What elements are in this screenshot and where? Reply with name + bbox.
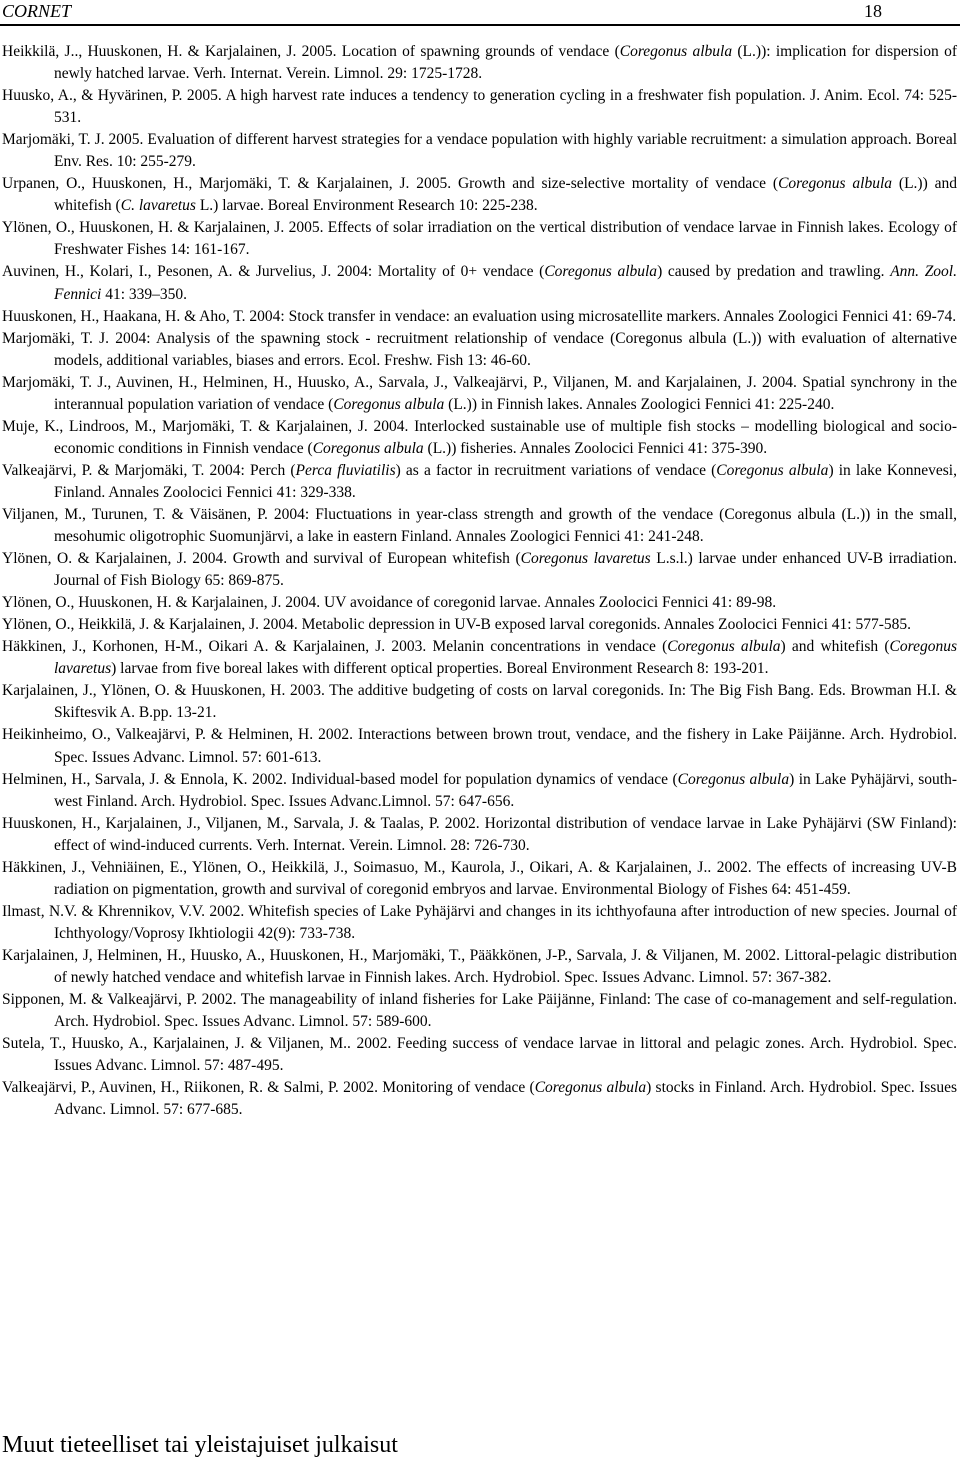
reference-text: Sipponen, M. & Valkeajärvi, P. 2002. The manageability of inland fisheries for Lake Päijänne, Finland: The case of co-management and self-regulation. Arch. Hydrobiol. Spec. Issues Advanc. Limnol. 57: 589-600.	[2, 991, 957, 1031]
reference-entry	[2, 1033, 957, 1077]
reference-text: Ilmast, N.V. & Khrennikov, V.V. 2002. Whitefish species of Lake Pyhäjärvi and changes in its ichthyofauna after introduction of new species. Journal of Ichthyology/Voprosy Ikhtiologii 42(9): 733-738.	[2, 902, 957, 942]
reference-text: ) stocks in Finland. Arch. Hydrobiol. Spec. Issues Advanc. Limnol. 57: 677-685.	[54, 1079, 957, 1119]
reference-italic-text: Coregonus albula	[312, 439, 424, 457]
reference-text: Häkkinen, J., Vehniäinen, E., Ylönen, O., Heikkilä, J., Soimasuo, M., Kaurola, J., Oikari, A. & Karjalainen, J.. 2002. The effects of increasing UV-B radiation on pigmentation, growth and survival of coregonid embryos and larvae. Environmental Biology of Fishes 64: 451-459.	[2, 858, 957, 898]
reference-entry	[2, 724, 957, 768]
reference-text: Urpanen, O., Huuskonen, H., Marjomäki, T. & Karjalainen, J. 2005. Growth and size-selective mortality of vendace (	[2, 175, 779, 193]
reference-text: Ylönen, O. & Karjalainen, J. 2004. Growth and survival of European whitefish (	[2, 550, 521, 568]
reference-entry	[2, 306, 957, 328]
reference-entry	[2, 769, 957, 813]
reference-text: Marjomäki, T. J., Auvinen, H., Helminen, H., Huusko, A., Sarvala, J., Valkeajärvi, P., Viljanen, M. and Karjalainen, J. 2004. Spatial synchrony in the interannual population variation of vendace (	[2, 373, 957, 413]
reference-text: Sutela, T., Huusko, A., Karjalainen, J. & Viljanen, M.. 2002. Feeding success of vendace larvae in littoral and pelagic zones. Arch. Hydrobiol. Spec. Issues Advanc. Limnol. 57: 487-495.	[2, 1035, 957, 1075]
reference-entry	[2, 548, 957, 592]
reference-text: Ylönen, O., Huuskonen, H. & Karjalainen, J. 2005. Effects of solar irradiation on the vertical distribution of vendace larvae in Finnish lakes. Ecology of Freshwater Fishes 14: 161-167.	[2, 219, 957, 259]
reference-entry	[2, 460, 957, 504]
reference-entry	[2, 945, 957, 989]
page-header	[0, 0, 960, 26]
reference-italic-text: Coregonus albula	[667, 638, 781, 656]
reference-entry	[2, 504, 957, 548]
reference-text: Marjomäki, T. J. 2004: Analysis of the spawning stock - recruitment relationship of vendace (Coregonus albula (L.)) with evaluation of alternative models, additional variables, biases and errors. Ecol. Freshw. Fish 13: 46-60.	[2, 329, 957, 369]
page-number: 18	[864, 1, 882, 21]
reference-entry	[2, 217, 957, 261]
reference-italic-text: Coregonus albula	[619, 43, 733, 60]
reference-text: L.) larvae. Boreal Environment Research 10: 225-238.	[195, 197, 538, 215]
reference-text: (L.)) fisheries. Annales Zoolocici Fennici 41: 375-390.	[423, 439, 768, 457]
reference-text: Viljanen, M., Turunen, T. & Väisänen, P. 2004: Fluctuations in year-class strength and growth of the vendace (Coregonus albula (L.)) in the small, mesohumic oligotrophic Suomunjärvi, a lake in eastern Finland. Annales Zoologici Fennici 41: 241-248.	[2, 505, 957, 546]
reference-entry	[2, 901, 957, 945]
reference-text: Auvinen, H., Kolari, I., Pesonen, A. & Jurvelius, J. 2004: Mortality of 0+ vendace (	[2, 263, 545, 281]
reference-text: ) and whitefish (	[780, 638, 890, 656]
reference-text: L.s.l.) larvae under enhanced UV-B irradiation. Journal of Fish Biology 65: 869-875.	[54, 550, 957, 590]
reference-text: Marjomäki, T. J. 2005. Evaluation of different harvest strategies for a vendace population with highly variable recruitment: a simulation approach. Boreal Env. Res. 10: 255-279.	[2, 131, 957, 171]
reference-italic-text: Coregonus albula	[778, 175, 893, 193]
reference-entry	[2, 1077, 957, 1121]
reference-text: (L.)) and whitefish (	[54, 175, 957, 215]
reference-italic-text: C. lavaretus	[120, 197, 196, 215]
reference-italic-text: Fennici	[54, 285, 102, 303]
reference-italic-text: Coregonus albula	[716, 461, 829, 479]
reference-text: Ylönen, O., Heikkilä, J. & Karjalainen, J. 2004. Metabolic depression in UV-B exposed larval coregonids. Annales Zoolocici Fennici 41: 577-585.	[2, 616, 912, 634]
reference-italic-text: Coregonus albula	[534, 1079, 647, 1097]
reference-entry	[2, 636, 957, 680]
reference-text: (L.)): implication for dispersion of newly hatched larvae. Verh. Internat. Verein. Limnol. 29: 1725-1728.	[54, 43, 957, 83]
reference-entry	[2, 173, 957, 217]
reference-text: Ylönen, O., Huuskonen, H. & Karjalainen, J. 2004. UV avoidance of coregonid larvae. Annales Zoolocici Fennici 41: 89-98.	[2, 594, 777, 612]
reference-italic-text: Perca fluviatilis	[295, 461, 396, 479]
reference-list	[2, 41, 957, 1121]
reference-text: Heikkilä, J.., Huuskonen, H. & Karjalainen, J. 2005. Location of spawning grounds of vendace (	[2, 43, 620, 60]
reference-entry	[2, 614, 957, 636]
reference-entry	[2, 129, 957, 173]
reference-text: Huuskonen, H., Haakana, H. & Aho, T. 2004: Stock transfer in vendace: an evaluation using microsatellite markers. Annales Zoologici Fennici 41: 69-74.	[2, 307, 957, 325]
reference-entry	[2, 989, 957, 1033]
reference-entry	[2, 328, 957, 372]
reference-entry	[2, 41, 957, 85]
running-title: CORNET	[2, 1, 72, 21]
reference-italic-text: Coregonus albula	[333, 395, 445, 413]
reference-text: ) as a factor in recruitment variations of vendace (	[395, 461, 717, 479]
reference-text: Huuskonen, H., Karjalainen, J., Viljanen, M., Sarvala, J. & Taalas, P. 2002. Horizontal distribution of vendace larvae in Lake Pyhäjärvi (SW Finland): effect of wind-induced currents. Verh. Internat. Verein. Limnol. 28: 726-730.	[2, 814, 957, 854]
reference-text: Heikinheimo, O., Valkeajärvi, P. & Helminen, H. 2002. Interactions between brown trout, vendace, and the fishery in Lake Päijänne. Arch. Hydrobiol. Spec. Issues Advanc. Limnol. 57: 601-613.	[2, 726, 957, 766]
reference-text: Karjalainen, J, Helminen, H., Huusko, A., Huuskonen, H., Marjomäki, T., Pääkkönen, J-P., Sarvala, J. & Viljanen, M. 2002. Littoral-pelagic distribution of newly hatched vendace and whitefish larvae in Finnish lakes. Arch. Hydrobiol. Spec. Issues Advanc. Limnol. 57: 367-382.	[2, 946, 957, 986]
reference-entry	[2, 416, 957, 460]
reference-text: Valkeajärvi, P., Auvinen, H., Riikonen, R. & Salmi, P. 2002. Monitoring of vendace (	[2, 1079, 535, 1097]
reference-text: ) caused by predation and trawling.	[657, 263, 891, 281]
reference-text: Karjalainen, J., Ylönen, O. & Huuskonen, H. 2003. The additive budgeting of costs on larval coregonids. In: The Big Fish Bang. Eds. Browman H.I. & Skiftesvik A. B.pp. 13-21.	[2, 682, 957, 722]
reference-text: Helminen, H., Sarvala, J. & Ennola, K. 2002. Individual-based model for population dynamics of vendace (	[2, 770, 678, 788]
reference-text: 41: 339–350.	[101, 285, 188, 303]
reference-text: Häkkinen, J., Korhonen, H-M., Oikari A. & Karjalainen, J. 2003. Melanin concentrations in vendace (	[2, 638, 668, 656]
reference-text: ) in Lake Pyhäjärvi, south-west Finland. Arch. Hydrobiol. Spec. Issues Advanc.Limnol. 57: 647-656.	[54, 770, 957, 810]
reference-entry	[2, 592, 957, 614]
reference-text: Valkeajärvi, P. & Marjomäki, T. 2004: Perch (	[2, 461, 296, 479]
reference-text: Muje, K., Lindroos, M., Marjomäki, T. & Karjalainen, J. 2004. Interlocked sustainable use of multiple fish stocks – modelling biological and socio-economic conditions in Finnish vendace (	[2, 417, 957, 457]
section-heading: Muut tieteelliset tai yleistajuiset julkaisut	[2, 1432, 398, 1458]
reference-text: Huusko, A., & Hyvärinen, P. 2005. A high harvest rate induces a tendency to generation cycling in a freshwater fish population. J. Anim. Ecol. 74: 525-531.	[2, 87, 957, 127]
reference-text: ) larvae from five boreal lakes with different optical properties. Boreal Environment Research 8: 193-201.	[111, 660, 769, 678]
reference-entry	[2, 813, 957, 857]
reference-italic-text: Coregonus albula	[677, 770, 790, 788]
reference-italic-text: Ann. Zool.	[890, 263, 957, 281]
reference-entry	[2, 261, 957, 305]
reference-entry	[2, 85, 957, 129]
reference-entry	[2, 857, 957, 901]
reference-entry	[2, 680, 957, 724]
reference-italic-text: Coregonus lavaretus	[54, 638, 957, 678]
header-rule	[0, 24, 960, 26]
reference-text: (L.)) in Finnish lakes. Annales Zoologici Fennici 41: 225-240.	[444, 395, 835, 413]
reference-entry	[2, 372, 957, 416]
reference-italic-text: Coregonus albula	[544, 263, 658, 281]
reference-text: ) in lake Konnevesi, Finland. Annales Zoolocici Fennici 41: 329-338.	[54, 461, 957, 501]
reference-italic-text: Coregonus lavaretus	[520, 550, 651, 568]
